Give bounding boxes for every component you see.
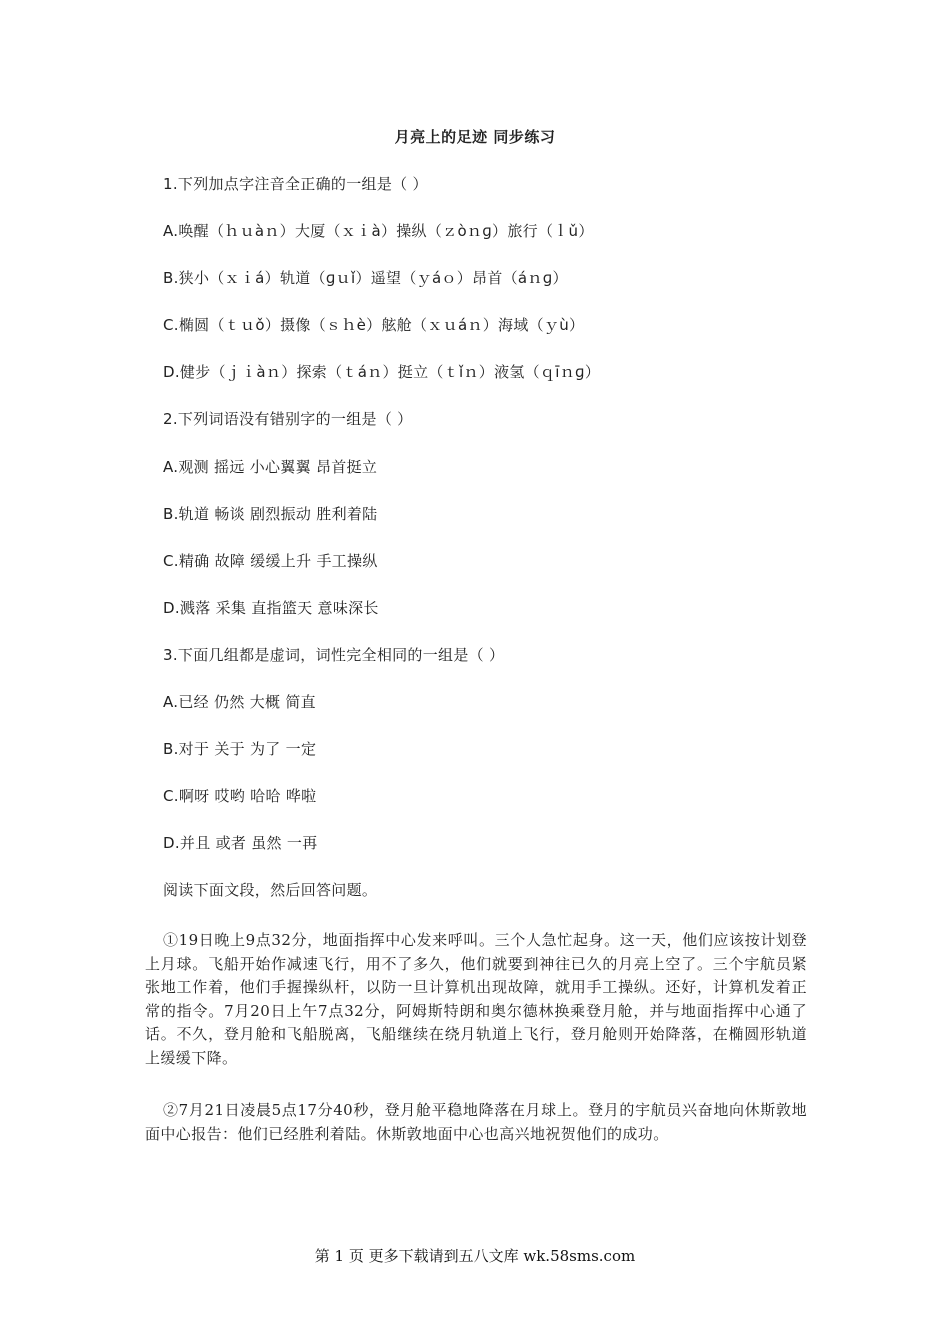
q2-option-b: B.轨道 畅谈 剧烈振动 胜利着陆 — [163, 504, 378, 523]
q2-option-c: C.精确 故障 缓缓上升 手工操纵 — [163, 551, 378, 570]
q1-option-c: C.椭圆（ｔｕǒ）摄像（ｓｈè）舷舱（ｘｕáｎ）海域（ｙù） — [163, 316, 585, 335]
reading-instruction: 阅读下面文段，然后回答问题。 — [163, 881, 378, 900]
q2-option-a: A.观测 摇远 小心翼翼 昂首挺立 — [163, 457, 378, 476]
reading-paragraph-1: ①19日晚上9点32分，地面指挥中心发来呼叫。三个人急忙起身。这一天，他们应该按计划登上月球。飞船开始作减速飞行，用不了多久，他们就要到神往已久的月亮上空了。三个宇航员紧张地工作着，他们手握操纵杆，以防一旦计算机出现故障，就用手工操纵。还好，计算机发着正常的指令。7月20日上午7点32分，阿姆斯特朗和奥尔德林换乘登月舱，并与地面指挥中心通了话。不久，登月舱和飞船脱离，飞船继续在绕月轨道上飞行，登月舱则开始降落，在椭圆形轨道上缓缓下降。 — [145, 931, 807, 1067]
q1-option-d: D.健步（ｊｉàｎ）探索（ｔáｎ）挺立（ｔǐｎ）液氢（ｑīｎɡ） — [163, 363, 601, 382]
question-3: 3.下面几组都是虚词，词性完全相同的一组是（ ） — [163, 645, 505, 664]
q1-option-a: A.唤醒（ｈｕàｎ）大厦（ｘｉà）操纵（ｚòｎɡ）旅行（ｌǔ） — [163, 222, 594, 241]
q3-option-c: C.啊呀 哎哟 哈哈 哗啦 — [163, 787, 317, 806]
q2-option-d: D.溅落 采集 直指篮天 意味深长 — [163, 598, 379, 617]
q3-option-a: A.已经 仍然 大概 简直 — [163, 693, 316, 712]
q1-option-b: B.狭小（ｘｉá）轨道（ɡｕǐ）遥望（ｙáｏ）昂首（áｎɡ） — [163, 269, 568, 288]
question-1: 1.下列加点字注音全正确的一组是（ ） — [163, 175, 428, 193]
question-2: 2.下列词语没有错别字的一组是（ ） — [163, 410, 413, 429]
q3-option-d: D.并且 或者 虽然 一再 — [163, 834, 318, 853]
page-title: 月亮上的足迹 同步练习 — [394, 128, 556, 146]
q3-option-b: B.对于 关于 为了 一定 — [163, 740, 317, 759]
reading-paragraph-2: ②7月21日凌晨5点17分40秒，登月舱平稳地降落在月球上。登月的宇航员兴奋地向休斯敦地面中心报告：他们已经胜利着陆。休斯敦地面中心也高兴地祝贺他们的成功。 — [145, 1101, 807, 1143]
page-footer: 第 1 页 更多下载请到五八文库 wk.58sms.com — [314, 1247, 636, 1265]
exercise-list — [163, 173, 813, 927]
